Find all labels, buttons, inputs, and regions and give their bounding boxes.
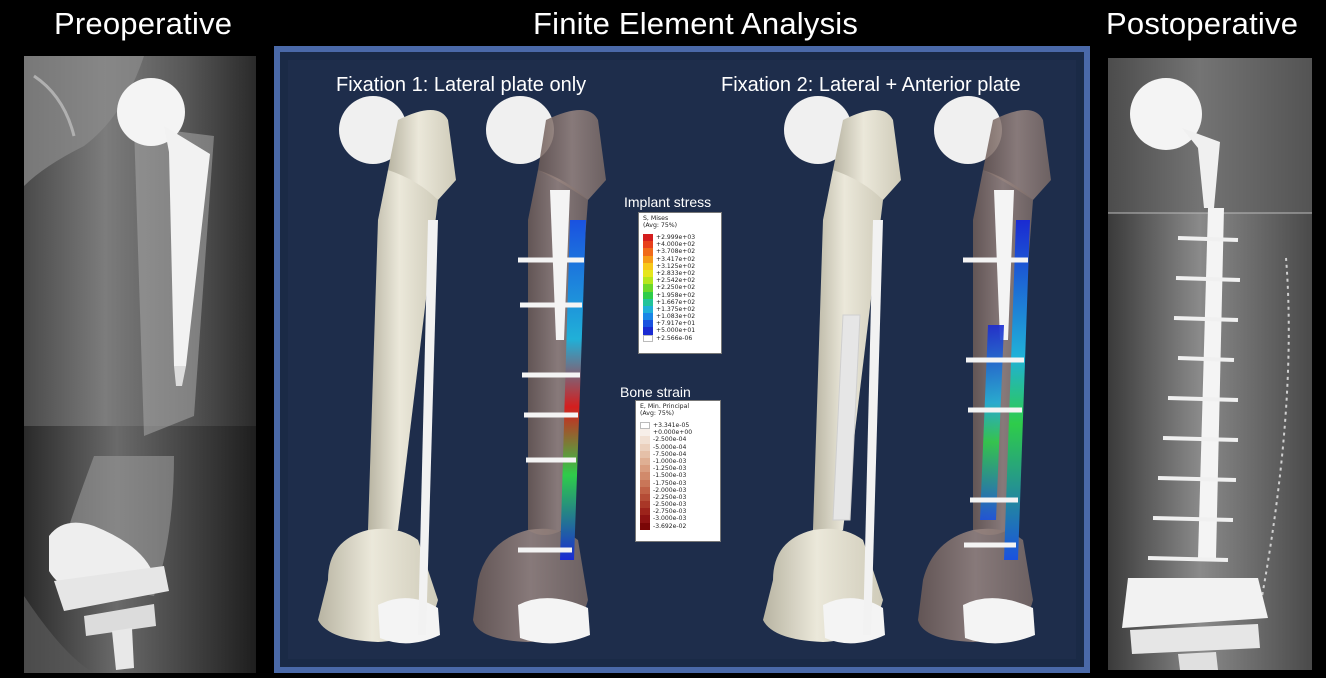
implant-stress-row bbox=[643, 234, 695, 241]
bone-strain-swatch bbox=[640, 451, 650, 458]
bone-strain-scale bbox=[640, 422, 692, 530]
bone-strain-row bbox=[640, 444, 692, 451]
bone-strain-row bbox=[640, 458, 692, 465]
implant-stress-label: +2.250e+02 bbox=[656, 284, 696, 292]
bone-strain-row bbox=[640, 436, 692, 443]
bone-strain-label: -2.500e-04 bbox=[653, 436, 687, 444]
bone-strain-row bbox=[640, 523, 692, 530]
bone-strain-swatch bbox=[640, 444, 650, 451]
implant-stress-row bbox=[643, 306, 695, 313]
implant-stress-row bbox=[643, 256, 695, 263]
bone-strain-label: -2.000e-03 bbox=[653, 486, 687, 494]
bone-strain-swatch bbox=[640, 480, 650, 487]
implant-stress-scale bbox=[643, 234, 695, 342]
implant-stress-swatch bbox=[643, 284, 653, 291]
implant-stress-swatch bbox=[643, 248, 653, 255]
bone-strain-row bbox=[640, 487, 692, 494]
implant-stress-label: +1.958e+02 bbox=[656, 291, 696, 299]
implant-stress-header-2: (Avg: 75%) bbox=[643, 222, 678, 229]
implant-stress-row bbox=[643, 327, 695, 334]
bone-strain-label: +3.341e-05 bbox=[653, 422, 690, 429]
implant-stress-row bbox=[643, 248, 695, 255]
fea-femur-models bbox=[288, 60, 1076, 659]
implant-stress-legend bbox=[638, 212, 722, 354]
bone-strain-label: -3.692e-02 bbox=[653, 522, 687, 530]
bone-strain-label: -2.750e-03 bbox=[653, 508, 687, 516]
fixation-2-title: Fixation 2: Lateral + Anterior plate bbox=[721, 74, 1021, 96]
bone-strain-row bbox=[640, 472, 692, 479]
bone-strain-legend bbox=[635, 400, 721, 542]
implant-stress-swatch bbox=[643, 327, 653, 334]
implant-stress-label: +4.000e+02 bbox=[656, 241, 696, 249]
implant-stress-swatch bbox=[643, 234, 653, 241]
bone-strain-row bbox=[640, 465, 692, 472]
implant-stress-label: +3.125e+02 bbox=[656, 262, 696, 270]
bone-strain-swatch bbox=[640, 458, 650, 465]
implant-stress-row bbox=[643, 313, 695, 320]
implant-stress-row bbox=[643, 277, 695, 284]
bone-strain-swatch bbox=[640, 472, 650, 479]
postoperative-xray bbox=[1108, 58, 1312, 670]
bone-strain-label: -3.000e-03 bbox=[653, 515, 687, 523]
implant-stress-swatch bbox=[643, 320, 653, 327]
postoperative-heading: Postoperative bbox=[1106, 6, 1299, 41]
bone-strain-swatch bbox=[640, 429, 650, 436]
bone-strain-label: -1.000e-03 bbox=[653, 457, 687, 465]
implant-stress-label: +2.999e+03 bbox=[656, 234, 696, 241]
implant-stress-row bbox=[643, 284, 695, 291]
bone-strain-label: -1.750e-03 bbox=[653, 479, 687, 487]
bone-strain-label: -1.250e-03 bbox=[653, 465, 687, 473]
implant-stress-row bbox=[643, 263, 695, 270]
preoperative-heading: Preoperative bbox=[54, 6, 233, 41]
implant-stress-row bbox=[643, 241, 695, 248]
model-fix2-stress bbox=[918, 96, 1051, 643]
implant-stress-swatch bbox=[643, 277, 653, 284]
implant-stress-swatch bbox=[643, 256, 653, 263]
bone-strain-swatch bbox=[640, 487, 650, 494]
bone-strain-swatch bbox=[640, 465, 650, 472]
bone-strain-row bbox=[640, 494, 692, 501]
bone-strain-label: +0.000e+00 bbox=[653, 429, 693, 437]
model-fix1-bone bbox=[318, 96, 456, 643]
bone-strain-swatch bbox=[640, 515, 650, 522]
implant-stress-row bbox=[643, 335, 695, 342]
implant-stress-label: +1.667e+02 bbox=[656, 298, 696, 306]
bone-strain-header-1: E, Min. Principal bbox=[640, 403, 690, 410]
bone-strain-swatch bbox=[640, 508, 650, 515]
bone-strain-swatch bbox=[640, 501, 650, 508]
model-fix1-stress bbox=[473, 96, 606, 643]
fea-heading: Finite Element Analysis bbox=[533, 6, 859, 41]
implant-stress-swatch bbox=[643, 263, 653, 270]
bone-strain-label: -7.500e-04 bbox=[653, 450, 687, 458]
bone-strain-row bbox=[640, 480, 692, 487]
bone-strain-header-2: (Avg: 75%) bbox=[640, 410, 675, 417]
implant-stress-swatch bbox=[643, 299, 653, 306]
bone-strain-label: -2.500e-03 bbox=[653, 501, 687, 509]
implant-stress-label: +2.542e+02 bbox=[656, 277, 696, 285]
implant-stress-swatch bbox=[643, 313, 653, 320]
fea-panel bbox=[274, 46, 1090, 673]
fixation-1-title: Fixation 1: Lateral plate only bbox=[336, 74, 587, 96]
implant-stress-label: +7.917e+01 bbox=[656, 320, 696, 328]
bone-strain-row bbox=[640, 451, 692, 458]
implant-stress-label: +1.083e+02 bbox=[656, 313, 696, 321]
bone-strain-label: -1.500e-03 bbox=[653, 472, 687, 480]
bone-strain-row bbox=[640, 422, 692, 429]
implant-stress-label: +3.417e+02 bbox=[656, 255, 696, 263]
implant-stress-label: +5.000e+01 bbox=[656, 327, 696, 335]
implant-stress-title: Implant stress bbox=[624, 194, 712, 210]
model-fix2-bone bbox=[763, 96, 901, 643]
implant-stress-row bbox=[643, 270, 695, 277]
bone-strain-title: Bone strain bbox=[620, 384, 691, 400]
bone-strain-row bbox=[640, 501, 692, 508]
implant-stress-swatch bbox=[643, 241, 653, 248]
implant-stress-label: +1.375e+02 bbox=[656, 305, 696, 313]
implant-stress-row bbox=[643, 320, 695, 327]
implant-stress-row bbox=[643, 292, 695, 299]
implant-stress-swatch bbox=[643, 292, 653, 299]
implant-stress-swatch bbox=[643, 335, 653, 342]
bone-strain-swatch bbox=[640, 422, 650, 429]
bone-strain-swatch bbox=[640, 494, 650, 501]
bone-strain-label: -5.000e-04 bbox=[653, 443, 687, 451]
implant-stress-label: +2.833e+02 bbox=[656, 269, 696, 277]
bone-strain-swatch bbox=[640, 523, 650, 530]
bone-strain-label: -2.250e-03 bbox=[653, 493, 687, 501]
bone-strain-swatch bbox=[640, 436, 650, 443]
implant-stress-label: +2.566e-06 bbox=[656, 334, 693, 342]
bone-strain-row bbox=[640, 429, 692, 436]
bone-strain-row bbox=[640, 508, 692, 515]
implant-stress-swatch bbox=[643, 270, 653, 277]
implant-stress-header-1: S, Mises bbox=[643, 215, 669, 222]
implant-stress-swatch bbox=[643, 306, 653, 313]
bone-strain-row bbox=[640, 515, 692, 522]
implant-stress-row bbox=[643, 299, 695, 306]
preoperative-xray bbox=[24, 56, 256, 673]
implant-stress-label: +3.708e+02 bbox=[656, 248, 696, 256]
